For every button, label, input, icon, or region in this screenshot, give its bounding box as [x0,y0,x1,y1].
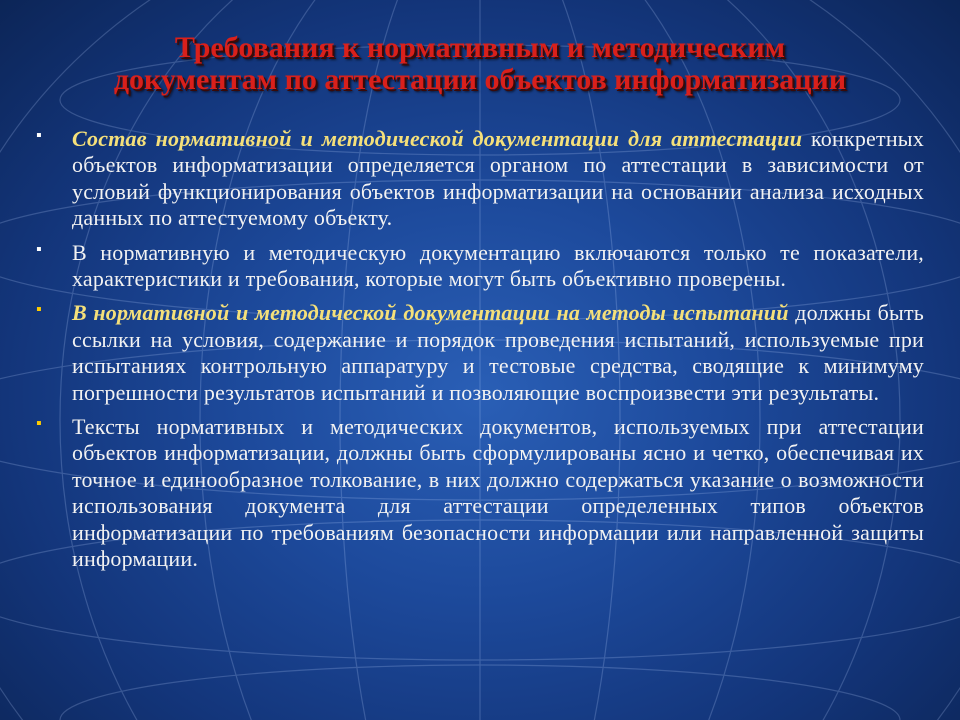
bullet-icon: ▪ [36,415,42,433]
title-line-2: документам по аттестации объектов информатизации [113,63,847,96]
bullet-text [72,240,924,293]
bullet-text [72,414,924,572]
bullet-text [72,126,924,232]
bullet-item-2 [36,240,924,293]
bullet-icon: ▪ [36,240,42,258]
highlight-text: В нормативной и методической документации на методы испытаний [72,300,789,326]
body-text: конкретных объектов информатизации определяется органом по аттестации в зависимости от условий функционирования объектов информатизации на основании анализа исходных данных по аттестуемому объекту. [72,126,924,231]
slide-title [40,32,920,96]
bullet-item-1 [36,126,924,232]
body-text: должны быть ссылки на условия, содержание и порядок проведения испытаний, используемые при испытаниях контрольную аппаратуру и тестовые средства, сводящие к минимуму погрешности результатов испытаний и позволяющие воспроизвести эти результаты. [72,300,924,405]
body-text: В нормативную и методическую документацию включаются только те показатели, характеристики и требования, которые могут быть объективно проверены. [72,239,924,292]
bullet-item-4 [36,414,924,572]
bullet-item-3 [36,300,924,406]
bullet-icon: ▪ [36,301,42,319]
body-text: Тексты нормативных и методических документов, используемых при аттестации объектов информатизации, должны быть сформулированы ясно и четко, обеспечивая их точное и единообразное толкование, в них должно содержаться указание о возможности использования документа для аттестации определенных типов объектов информатизации по требованиям безопасности информации или направленной защиты информации. [72,414,924,572]
bullet-text [72,300,924,406]
highlight-text: Состав нормативной и методической документации для аттестации [72,126,803,151]
bullet-icon: ▪ [36,127,42,144]
bullet-list [36,126,924,581]
title-line-1: Требования к нормативным и методическим [174,31,786,64]
